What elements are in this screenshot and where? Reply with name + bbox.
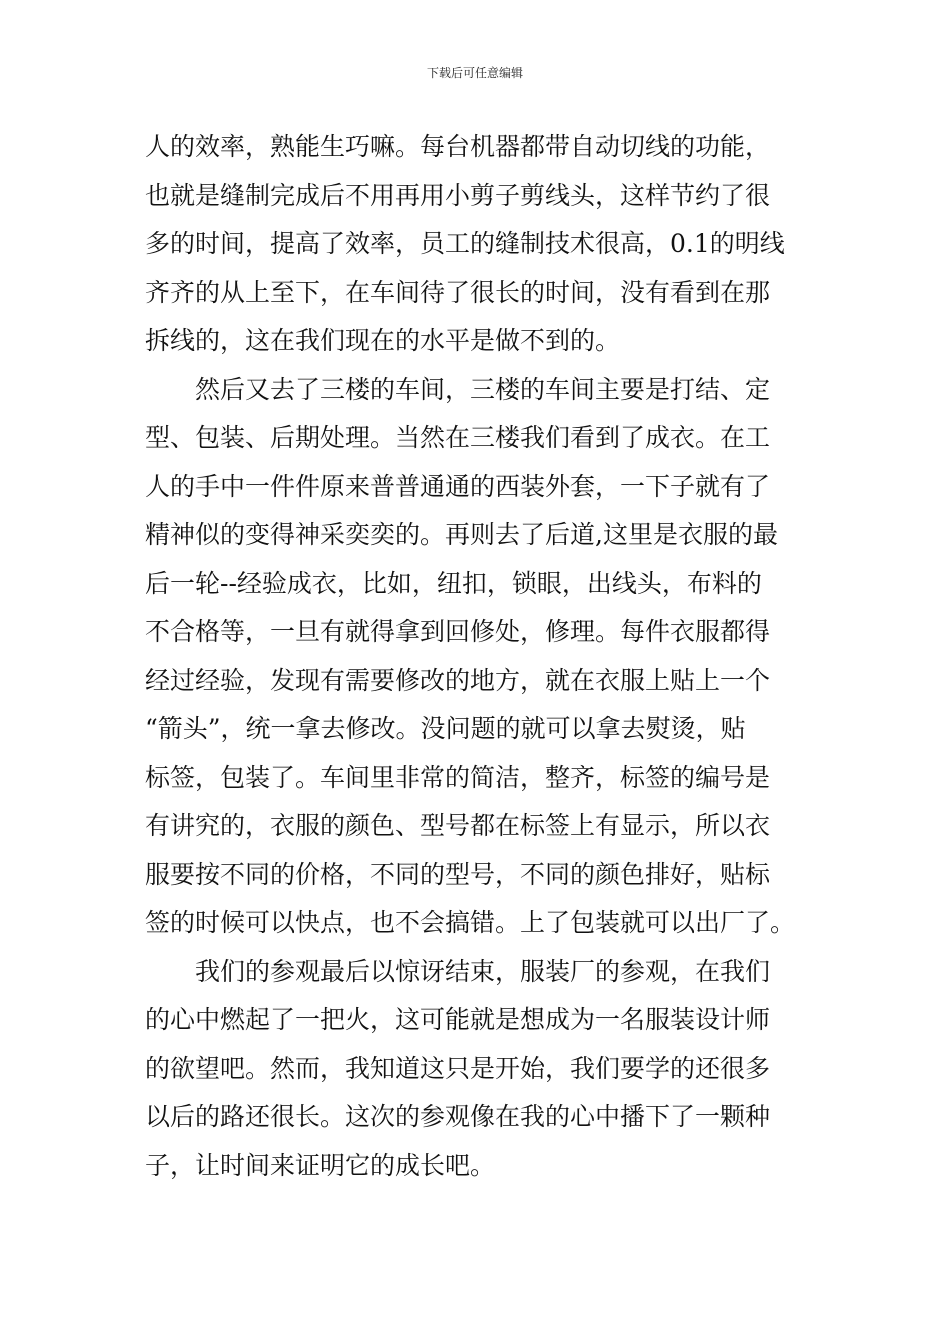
text-line: 我们的参观最后以惊讶结束，服装厂的参观，在我们 [145,956,771,986]
text-line: 人的手中一件件原来普普通通的西装外套，一下子就有了 [145,471,771,501]
text-line: 后一轮--经验成衣，比如，纽扣，锁眼，出线头，布料的 [145,568,762,598]
text-line: 拆线的，这在我们现在的水平是做不到的。 [145,326,621,355]
body-text [145,123,815,1190]
text-line: 签的时候可以快点，也不会搞错。上了包装就可以出厂了。 [145,908,796,937]
text-line: 齐齐的从上至下，在车间待了很长的时间，没有看到在那 [145,277,771,307]
text-line: 的心中燃起了一把火，这可能就是想成为一名服装设计师 [145,1005,771,1034]
text-line: 子，让时间来证明它的成长吧。 [145,1150,496,1180]
page-header: 下载后可任意编辑 [426,66,523,80]
text-line: 精神似的变得神采奕奕的。再则去了后道,这里是衣服的最 [145,520,778,549]
text-line: 标签，包装了。车间里非常的简洁，整齐，标签的编号是 [145,762,771,792]
text-line: “箭头”，统一拿去修改。没问题的就可以拿去熨烫，贴 [145,714,746,743]
text-line: 的欲望吧。然而，我知道这只是开始，我们要学的还很多 [145,1053,771,1083]
text-line: 有讲究的，衣服的颜色、型号都在标签上有显示，所以衣 [145,811,771,840]
text-line: 服要按不同的价格，不同的型号，不同的颜色排好，贴标 [145,859,771,889]
text-line: 也就是缝制完成后不用再用小剪子剪线头，这样节约了很 [145,180,771,210]
text-line: 多的时间，提高了效率，员工的缝制技术很高，0.1的明线 [145,229,785,258]
text-line: 以后的路还很长。这次的参观像在我的心中播下了一颗种 [145,1102,771,1131]
text-line: 经过经验，发现有需要修改的地方，就在衣服上贴上一个 [145,665,771,695]
text-line: 然后又去了三楼的车间，三楼的车间主要是打结、定 [145,374,771,404]
text-line: 不合格等，一旦有就得拿到回修处，修理。每件衣服都得 [145,617,771,646]
text-line: 人的效率，熟能生巧嘛。每台机器都带自动切线的功能， [145,132,771,161]
text-line: 型、包装、后期处理。当然在三楼我们看到了成衣。在工 [145,423,771,452]
